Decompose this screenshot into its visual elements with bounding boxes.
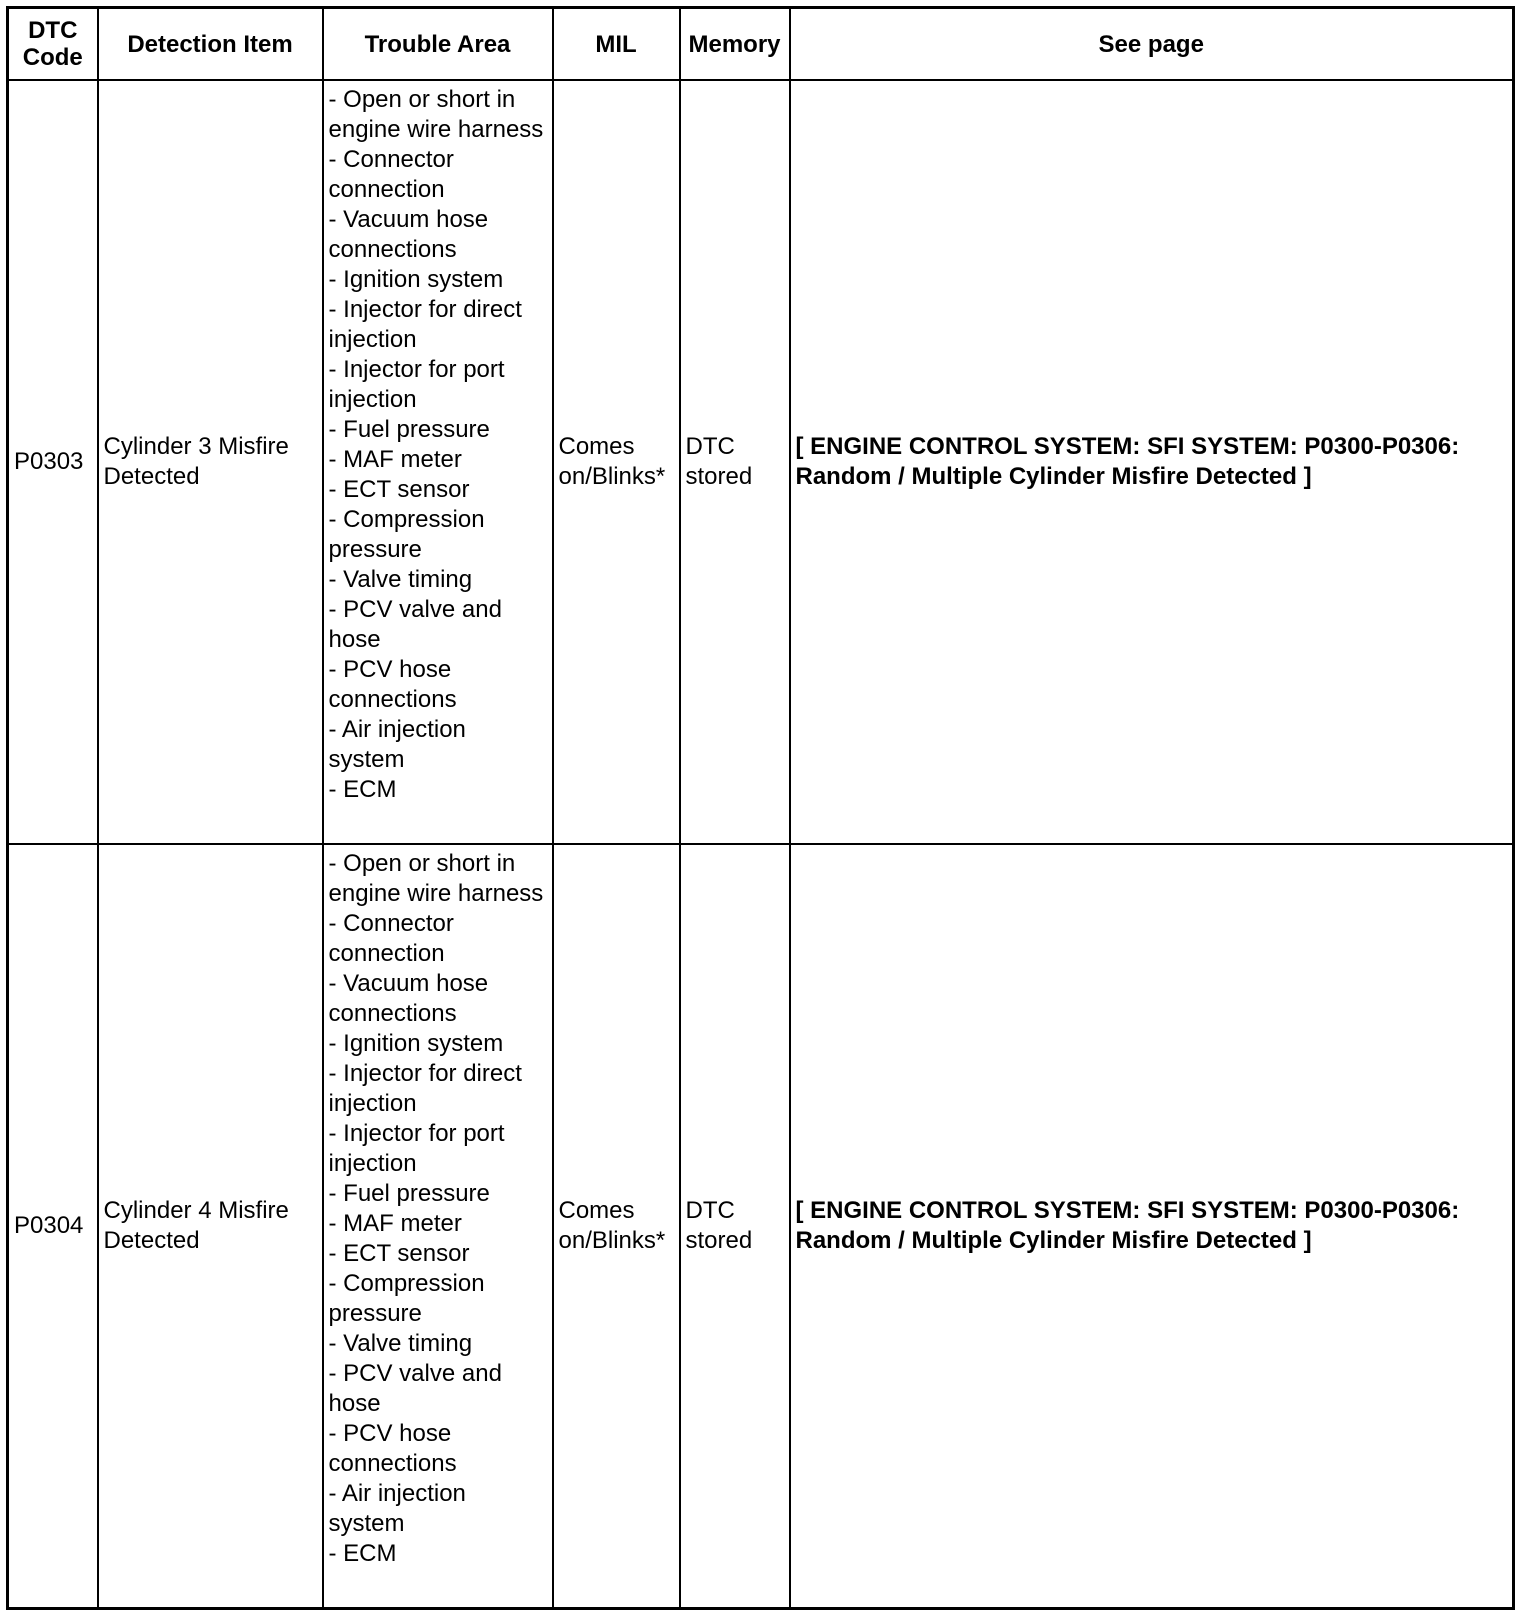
memory-cell: DTC stored: [680, 844, 790, 1608]
trouble-area-item: - ECM: [328, 1540, 397, 1567]
trouble-area-item: - Air injection system: [328, 1480, 466, 1537]
dtc-code-cell: P0304: [8, 844, 98, 1608]
header-mil: MIL: [553, 8, 680, 81]
header-row: [8, 8, 1514, 81]
see-page-cell: [ ENGINE CONTROL SYSTEM: SFI SYSTEM: P0300-P0306: Random / Multiple Cylinder Misfire Detected ]: [790, 80, 1514, 844]
trouble-area-cell: [323, 80, 553, 844]
trouble-area-item: - Injector for port injection: [328, 1120, 505, 1177]
trouble-area-item: - Valve timing: [328, 1330, 473, 1357]
trouble-area-item: - Connector connection: [328, 910, 454, 967]
trouble-area-item: - PCV valve and hose: [328, 596, 502, 653]
trouble-area-item: - Fuel pressure: [328, 416, 490, 443]
trouble-area-cell: [323, 844, 553, 1608]
trouble-area-item: - Injector for direct injection: [328, 296, 522, 353]
trouble-area-item: - Vacuum hose connections: [328, 970, 489, 1027]
header-trouble-area: Trouble Area: [323, 8, 553, 81]
trouble-area-item: - PCV valve and hose: [328, 1360, 502, 1417]
trouble-area-item: - PCV hose connections: [328, 656, 457, 713]
trouble-area-item: - Air injection system: [328, 716, 466, 773]
trouble-area-item: - Ignition system: [328, 1030, 504, 1057]
trouble-area-item: - Open or short in engine wire harness: [328, 86, 544, 143]
table-row: [8, 80, 1514, 844]
mil-cell: Comes on/Blinks*: [553, 80, 680, 844]
dtc-table: [6, 6, 1515, 1610]
trouble-area-item: - MAF meter: [328, 446, 462, 473]
memory-cell: DTC stored: [680, 80, 790, 844]
header-see-page: See page: [790, 8, 1514, 81]
see-page-cell: [ ENGINE CONTROL SYSTEM: SFI SYSTEM: P0300-P0306: Random / Multiple Cylinder Misfire Detected ]: [790, 844, 1514, 1608]
trouble-area-item: - Connector connection: [328, 146, 454, 203]
trouble-area-item: - Compression pressure: [328, 506, 485, 563]
header-dtc-code: DTC Code: [8, 8, 98, 81]
trouble-area-item: - Compression pressure: [328, 1270, 485, 1327]
trouble-area-item: - Ignition system: [328, 266, 504, 293]
header-detection-item: Detection Item: [98, 8, 323, 81]
trouble-area-item: - Injector for port injection: [328, 356, 505, 413]
detection-item-cell: Cylinder 3 Misfire Detected: [98, 80, 323, 844]
detection-item-cell: Cylinder 4 Misfire Detected: [98, 844, 323, 1608]
trouble-area-item: - Open or short in engine wire harness: [328, 850, 544, 907]
trouble-area-item: - Injector for direct injection: [328, 1060, 522, 1117]
trouble-area-item: - Fuel pressure: [328, 1180, 490, 1207]
trouble-area-item: - ECT sensor: [328, 1240, 470, 1267]
trouble-area-item: - ECT sensor: [328, 476, 470, 503]
trouble-area-item: - Valve timing: [328, 566, 473, 593]
trouble-area-item: - Vacuum hose connections: [328, 206, 489, 263]
trouble-area-item: - PCV hose connections: [328, 1420, 457, 1477]
dtc-code-cell: P0303: [8, 80, 98, 844]
header-memory: Memory: [680, 8, 790, 81]
mil-cell: Comes on/Blinks*: [553, 844, 680, 1608]
trouble-area-item: - ECM: [328, 776, 397, 803]
table-row: [8, 844, 1514, 1608]
trouble-area-item: - MAF meter: [328, 1210, 462, 1237]
